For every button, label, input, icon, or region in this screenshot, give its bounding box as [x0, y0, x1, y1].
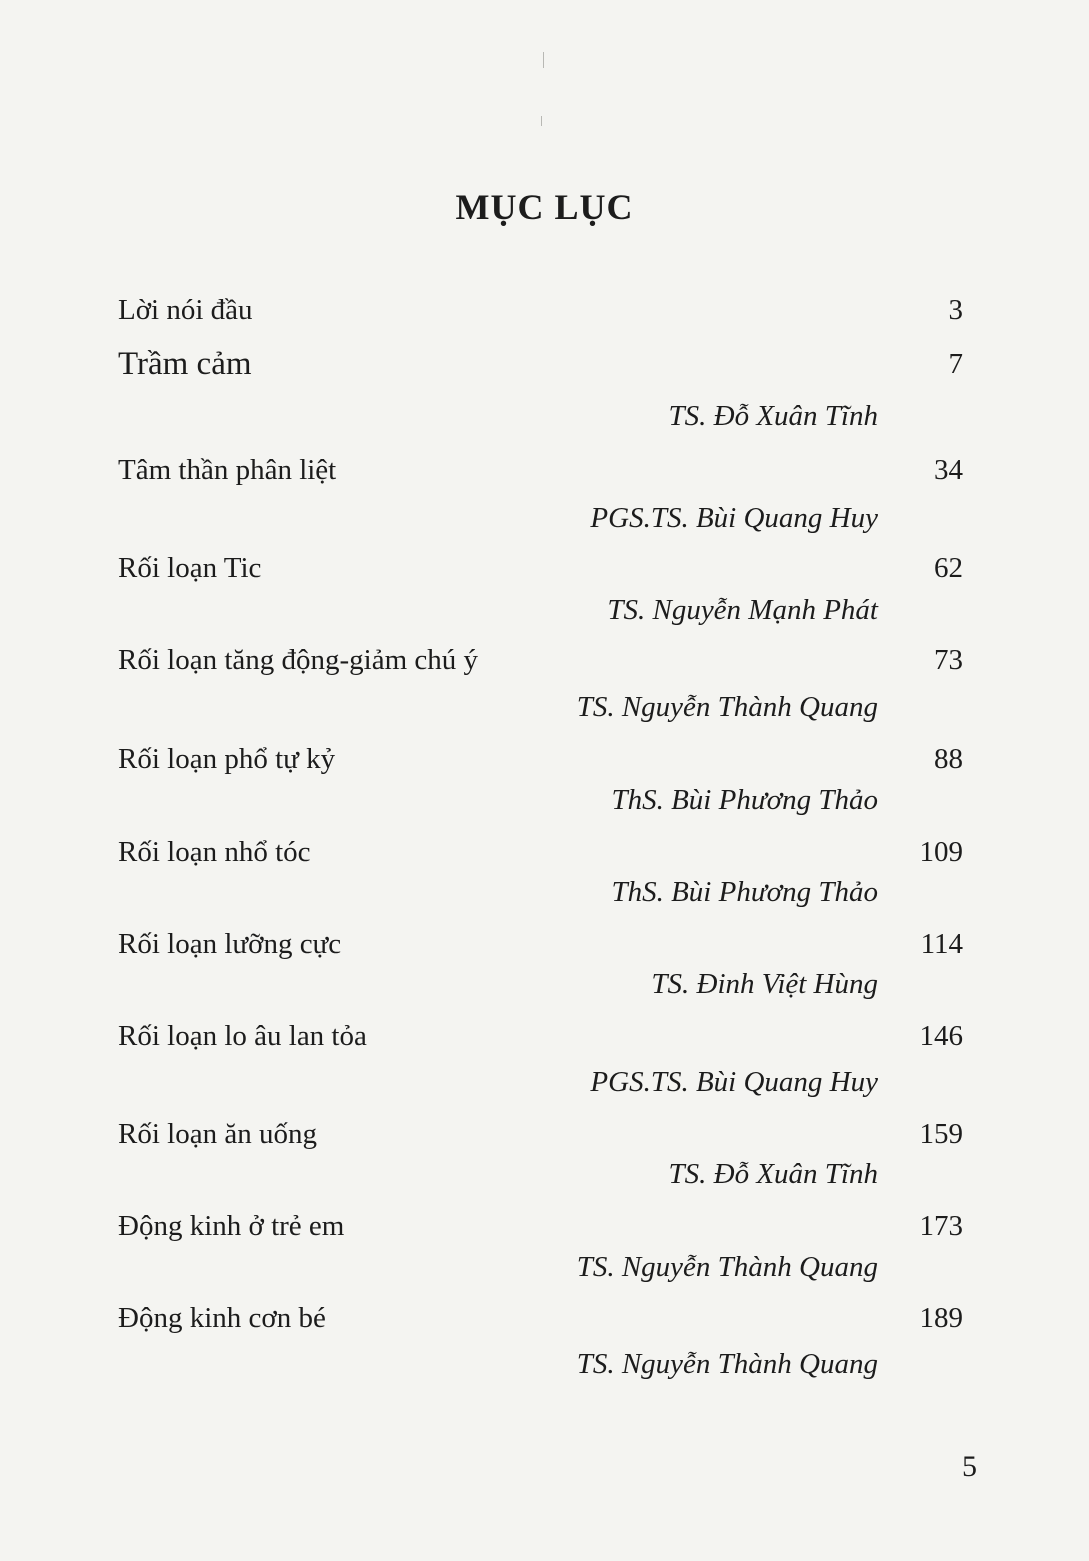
toc-entry-title: Rối loạn lưỡng cực	[118, 928, 342, 960]
toc-entry-page: 173	[919, 1210, 963, 1242]
toc-entry-page: 189	[919, 1302, 963, 1334]
toc-entry-page: 73	[934, 644, 963, 676]
toc-entry-author: TS. Đỗ Xuân Tĩnh	[668, 1158, 878, 1190]
toc-entry-page: 88	[934, 743, 963, 775]
scan-mark	[541, 116, 542, 126]
page-number: 5	[962, 1450, 977, 1483]
toc-entry-author: PGS.TS. Bùi Quang Huy	[590, 1066, 878, 1098]
toc-entry-author: TS. Đinh Việt Hùng	[651, 968, 878, 1000]
toc-entry-title: Rối loạn lo âu lan tỏa	[118, 1020, 367, 1052]
toc-entry-author: TS. Nguyễn Thành Quang	[576, 691, 878, 723]
toc-entry-author: TS. Nguyễn Thành Quang	[576, 1251, 878, 1283]
scan-mark	[543, 52, 544, 68]
toc-entry-page: 34	[934, 454, 963, 486]
toc-entry-title: Động kinh ở trẻ em	[118, 1210, 345, 1242]
toc-entry-title: Rối loạn phổ tự kỷ	[118, 743, 336, 775]
toc-entry-page: 7	[948, 348, 963, 380]
toc-entry-author: TS. Đỗ Xuân Tĩnh	[668, 400, 878, 432]
toc-entry-author: TS. Nguyễn Thành Quang	[576, 1348, 878, 1380]
toc-entry-title: Rối loạn nhổ tóc	[118, 836, 311, 868]
toc-entry-author: PGS.TS. Bùi Quang Huy	[590, 502, 878, 534]
page-title: MỤC LỤC	[455, 187, 634, 227]
toc-entry-title: Rối loạn tăng động-giảm chú ý	[118, 644, 479, 676]
toc-entry-title: Trầm cảm	[118, 346, 252, 382]
toc-entry-title: Lời nói đầu	[118, 294, 253, 326]
toc-entry-author: ThS. Bùi Phương Thảo	[611, 784, 878, 816]
toc-entry-page: 3	[948, 294, 963, 326]
toc-entry-page: 159	[919, 1118, 963, 1150]
toc-entry-title: Động kinh cơn bé	[118, 1302, 326, 1334]
toc-entry-author: TS. Nguyễn Mạnh Phát	[607, 594, 878, 626]
toc-entry-title: Rối loạn Tic	[118, 552, 262, 584]
toc-entry-page: 109	[919, 836, 963, 868]
toc-entry-page: 62	[934, 552, 963, 584]
toc-entry-title: Rối loạn ăn uống	[118, 1118, 317, 1150]
toc-entry-page: 146	[919, 1020, 963, 1052]
toc-entry-title: Tâm thần phân liệt	[118, 454, 337, 486]
toc-entry-author: ThS. Bùi Phương Thảo	[611, 876, 878, 908]
toc-entry-page: 114	[920, 928, 963, 960]
